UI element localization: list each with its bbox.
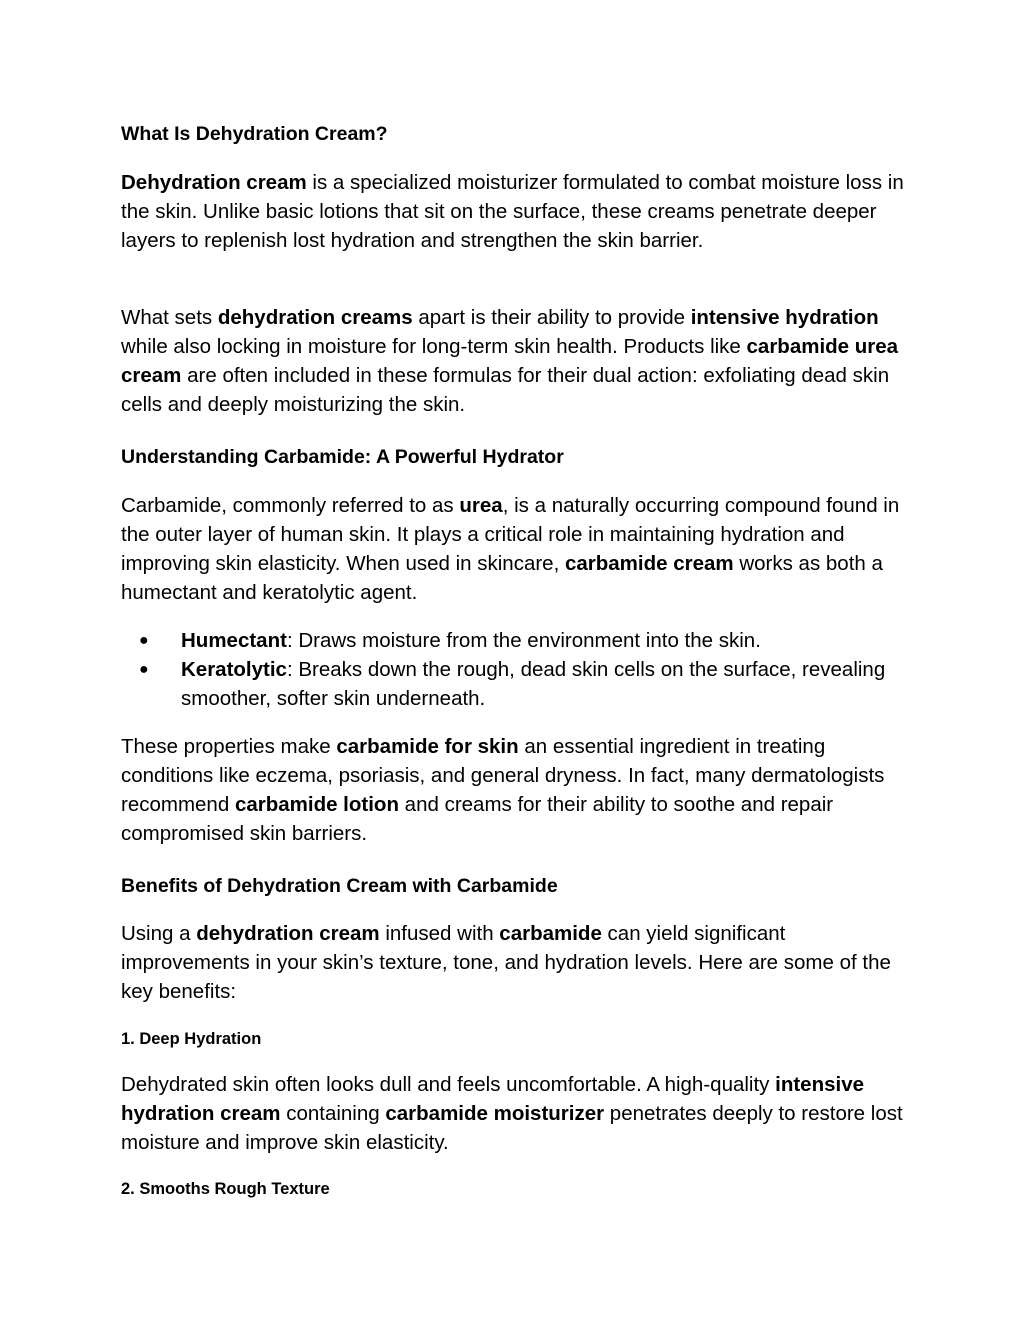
list-item: ● Humectant: Draws moisture from the environment into the skin. [121, 626, 911, 655]
heading-benefits: Benefits of Dehydration Cream with Carbamide [121, 875, 558, 897]
heading-what-is-dehydration-cream: What Is Dehydration Cream? [121, 123, 388, 145]
heading-smooths-rough-texture: 2. Smooths Rough Texture [121, 1180, 330, 1198]
paragraph-what-sets-apart: What sets dehydration creams apart is their ability to provide intensive hydration while also locking in moisture for long-term skin health. Products like carbamide urea cream are often included in these formulas for their dual action: exfoliating dead skin cells and deeply moisturizing the skin. [121, 306, 899, 416]
paragraph-properties: These properties make carbamide for skin an essential ingredient in treating conditions like eczema, psoriasis, and general dryness. In fact, many dermatologists recommend carbamide lotion and creams for their ability to soothe and repair compromised skin barriers. [121, 735, 885, 845]
list-item: ● Keratolytic: Breaks down the rough, dead skin cells on the surface, revealing smoother, softer skin underneath. [121, 655, 911, 713]
paragraph-deep-hydration: Dehydrated skin often looks dull and feels uncomfortable. A high-quality intensive hydration cream containing carbamide moisturizer penetrates deeply to restore lost moisture and improve skin elasticity. [121, 1073, 903, 1154]
bold-dehydration-cream: Dehydration cream [121, 171, 307, 194]
paragraph-carbamide-urea: Carbamide, commonly referred to as urea, is a naturally occurring compound found in the outer layer of human skin. It plays a critical role in maintaining hydration and improving skin elasticity. When used in skincare, carbamide cream works as both a humectant and keratolytic agent. [121, 494, 900, 604]
bullet-icon: ● [139, 632, 149, 649]
bullet-icon: ● [139, 661, 149, 678]
paragraph-definition: Dehydration cream is a specialized moisturizer formulated to combat moisture loss in the skin. Unlike basic lotions that sit on the surface, these creams penetrate deeper layers to replenish lost hydration and strengthen the skin barrier. [121, 171, 904, 252]
heading-deep-hydration: 1. Deep Hydration [121, 1030, 262, 1048]
paragraph-using-cream: Using a dehydration cream infused with carbamide can yield significant improvements in your skin’s texture, tone, and hydration levels. Here are some of the key benefits: [121, 922, 891, 1003]
properties-bullet-list [121, 626, 911, 713]
heading-understanding-carbamide: Understanding Carbamide: A Powerful Hydrator [121, 446, 564, 468]
